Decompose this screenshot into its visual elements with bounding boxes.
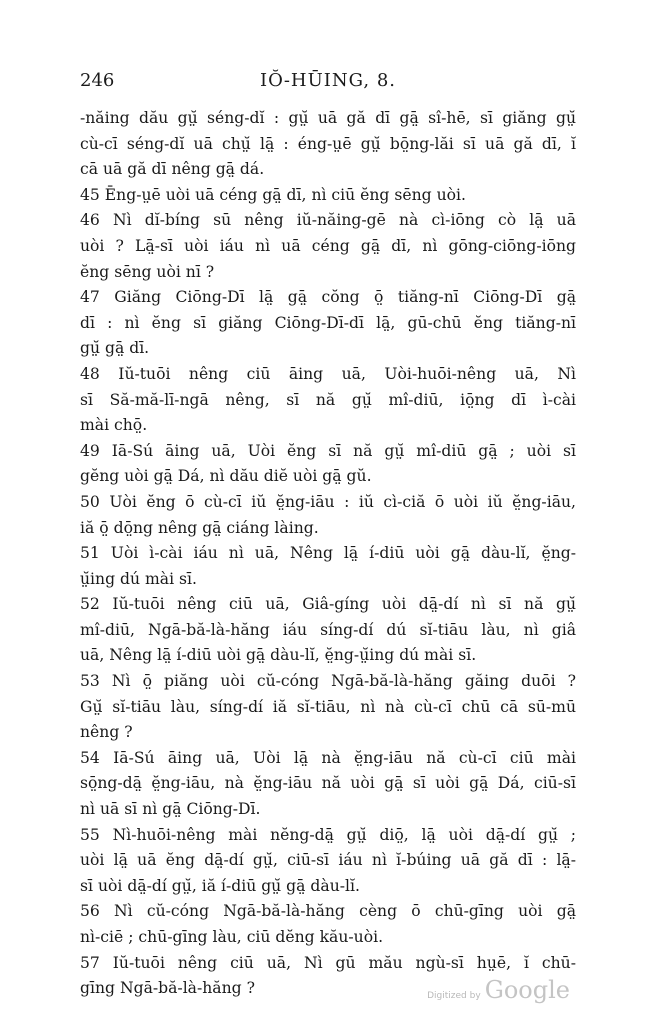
text-line: 55 Nì-huōi-nêng mài nĕng-dā̤ gṳ̆ diō̤, lā̤ uòi dā̤-dí gṳ̆ ; [80,825,576,844]
text-line: 45 Ēng-ṳē uòi uā céng gā̤ dī, nì ciū ĕng sēng uòi. [80,185,466,204]
text-line: gīng Ngā-bă-là-hăng ? [80,979,255,998]
page-header [80,70,576,106]
text-line: Gṳ̆ sĭ-tiāu làu, síng-dí iă sĭ-tiāu, nì nà cù-cī chū cā sū-mū [80,697,576,716]
text-line: cā uā gă dī nêng gā̤ dá. [80,160,265,179]
text-line: gĕng uòi gā̤ Dá, nì dău diĕ uòi gā̤ gŭ. [80,467,372,486]
text-line: 48 Iŭ-tuōi nêng ciū āing uā, Uòi-huōi-nêng uā, Nì [80,364,576,383]
text-line: dī : nì ĕng sī giăng Ciōng-Dī-dī lā̤, gū-chū ĕng tiăng-nī [80,313,576,332]
book-page [80,70,576,1002]
text-line: 50 Uòi ĕng ō cù-cī iŭ ĕ̤ng-iāu : iŭ cì-ciă ō uòi iŭ ĕ̤ng-iāu, [80,492,576,511]
text-line: cù-cī séng-dĭ uā chṳ̆ lā̤ : éng-ṳē gṳ̆ bō̤ng-lăi sī uā gă dī, ĭ [80,134,576,153]
text-line: uòi lā̤ uā ĕng dā̤-dí gṳ̆, ciū-sī iáu nì ĭ-búing uā gă dī : lā̤- [80,851,576,870]
text-line: 56 Nì cŭ-cóng Ngā-bă-là-hăng cèng ō chū-gīng uòi gā̤ [80,902,576,921]
page-number: 246 [80,70,115,91]
text-line: -năing dău gṳ̆ séng-dĭ : gṳ̆ uā gă dī gā̤ sî-hē, sī giăng gṳ̆ [80,109,576,127]
text-line: iă ō̤ dō̤ng nêng gā̤ ciáng làing. [80,518,319,537]
text-line: mî-diū, Ngā-bă-là-hăng iáu síng-dí dú sĭ-tiāu làu, nì giâ [80,620,576,639]
text-line: sī uòi dā̤-dí gṳ̆, iă í-diū gṳ̆ gā̤ dàu-lĭ. [80,876,360,895]
text-line: 51 Uòi ì-cài iáu nì uā, Nêng lā̤ í-diū uòi gā̤ dàu-lĭ, ĕ̤ng- [80,544,576,563]
text-line: mài chō̤. [80,416,148,435]
text-line: uā, Nêng lā̤ í-diū uòi gā̤ dàu-lĭ, ĕ̤ng-ṳ̆ing dú mài sī. [80,646,477,665]
google-logo-text: Google [484,976,570,1004]
text-line: sō̤ng-dā̤ ĕ̤ng-iāu, nà ĕ̤ng-iāu nă uòi gā̤ sī uòi gā̤ Dá, ciū-sī [80,774,576,793]
text-line: 52 Iŭ-tuōi nêng ciū uā, Giâ-gíng uòi dā̤-dí nì sī nă gṳ̆ [80,595,576,614]
text-line: 49 Iā-Sú āing uā, Uòi ĕng sī nă gṳ̆ mî-diū gā̤ ; uòi sī [80,441,576,460]
text-line: 57 Iŭ-tuōi nêng ciū uā, Nì gū mău ngù-sī hṳē, ĭ chū- [80,953,576,972]
digitized-watermark [427,976,570,1004]
text-line: 53 Nì ō̤ piăng uòi cŭ-cóng Ngā-bă-là-hăng găing duōi ? [80,672,576,691]
verse-text-block [80,106,576,1002]
text-line: nì uā sī nì gā̤ Ciōng-Dī. [80,800,261,819]
text-line: nêng ? [80,723,133,742]
running-title: IŎ-HŪING, 8. [259,70,397,91]
text-line: sī Să-mă-lī-ngā nêng, sī nă gṳ̆ mî-diū, iō̤ng dī ì-cài [80,390,576,409]
digitized-by-label: Digitized by [427,991,481,1001]
text-line: gṳ̆ gā̤ dī. [80,339,150,358]
text-line: 54 Iā-Sú āing uā, Uòi lā̤ nà ĕ̤ng-iāu nă cù-cī ciū mài [80,748,576,767]
text-line: ṳ̆ing dú mài sī. [80,569,197,588]
text-line: uòi ? Lā̤-sī uòi iáu nì uā céng gā̤ dī, nì gōng-ciōng-iōng [80,236,576,255]
text-line: ĕng sēng uòi nī ? [80,262,215,281]
text-line: nì-ciē ; chū-gīng làu, ciū dĕng kău-uòi. [80,928,384,946]
text-line: 47 Giăng Ciōng-Dī lā̤ gā̤ cŏng ō̤ tiăng-nī Ciōng-Dī gā̤ [80,288,576,307]
text-line: 46 Nì dĭ-bíng sū nêng iŭ-năing-gē nà cì-iōng cò lā̤ uā [80,211,576,230]
